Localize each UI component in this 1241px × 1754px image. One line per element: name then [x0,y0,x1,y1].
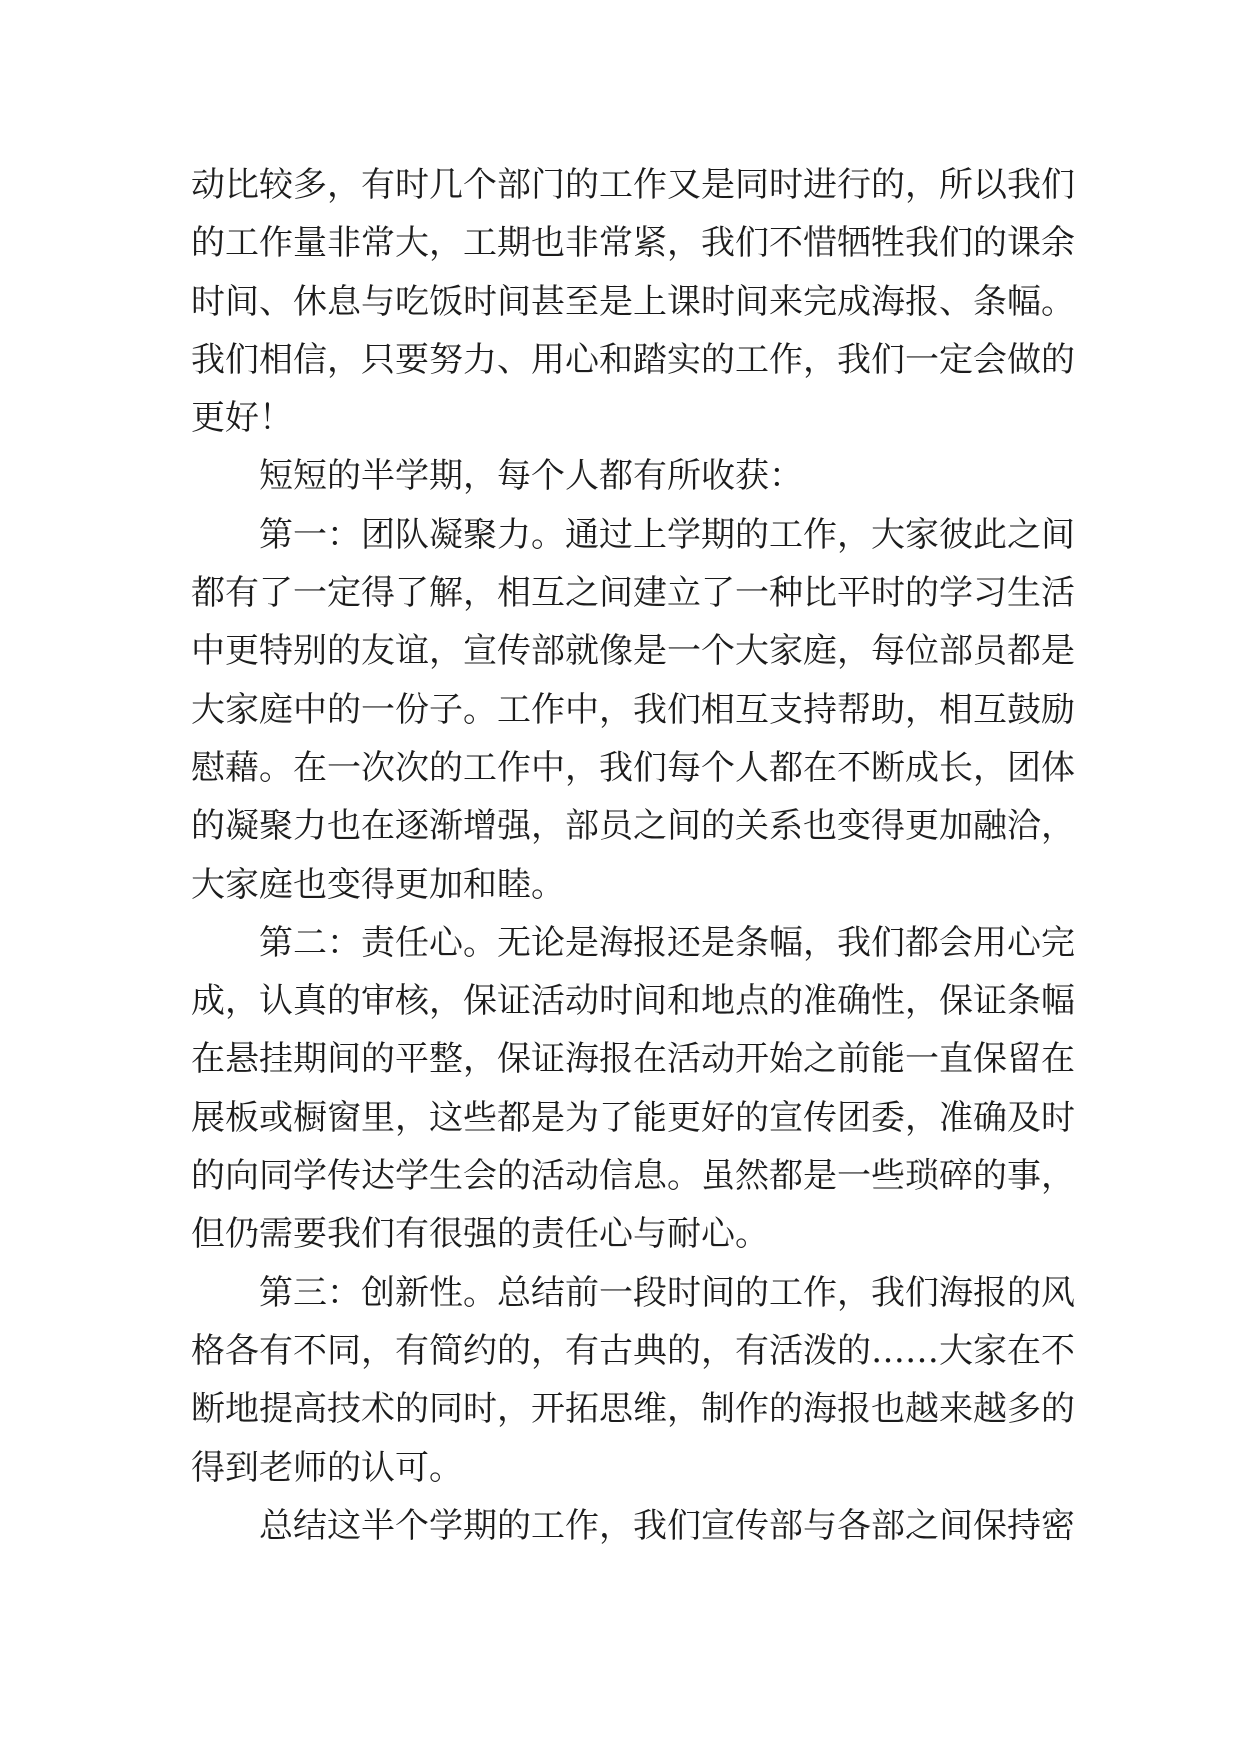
text-line: 我们相信，只要努力、用心和踏实的工作，我们一定会做的 [191,339,1075,380]
text-line: 在悬挂期间的平整，保证海报在活动开始之前能一直保留在 [191,1039,1075,1080]
text-line: 慰藉。在一次次的工作中，我们每个人都在不断成长，团体 [191,747,1075,788]
paragraph-first-line: 第三：创新性。总结前一段时间的工作，我们海报的风 [259,1272,1075,1313]
text-line: 动比较多，有时几个部门的工作又是同时进行的，所以我们 [191,165,1075,205]
paragraph-first-line: 总结这半个学期的工作，我们宣传部与各部之间保持密 [259,1505,1075,1546]
text-line: 中更特别的友谊，宣传部就像是一个大家庭，每位部员都是 [191,631,1075,672]
text-line: 的向同学传达学生会的活动信息。虽然都是一些琐碎的事， [191,1156,1075,1197]
paragraph-first-line: 第一：团队凝聚力。通过上学期的工作，大家彼此之间 [259,514,1075,555]
body-text [191,156,1075,1555]
text-line: 大家庭也变得更加和睦。 [191,864,565,905]
text-line: 成，认真的审核，保证活动时间和地点的准确性，保证条幅 [191,981,1075,1022]
text-line: 时间、休息与吃饭时间甚至是上课时间来完成海报、条幅。 [191,281,1075,322]
text-line: 展板或橱窗里，这些都是为了能更好的宣传团委，准确及时 [191,1097,1075,1138]
text-line: 更好！ [191,398,293,439]
text-line: 格各有不同，有简约的，有古典的，有活泼的……大家在不 [191,1330,1075,1371]
text-line: 的凝聚力也在逐渐增强，部员之间的关系也变得更加融洽， [191,806,1075,847]
text-line: 得到老师的认可。 [191,1447,463,1488]
text-line: 断地提高技术的同时，开拓思维，制作的海报也越来越多的 [191,1389,1075,1430]
text-line: 大家庭中的一份子。工作中，我们相互支持帮助，相互鼓励 [191,689,1075,730]
paragraph-first-line: 第二：责任心。无论是海报还是条幅，我们都会用心完 [259,922,1075,963]
text-line: 但仍需要我们有很强的责任心与耐心。 [191,1214,769,1255]
paragraph-first-line: 短短的半学期，每个人都有所收获： [259,456,803,497]
text-line: 的工作量非常大，工期也非常紧，我们不惜牺牲我们的课余 [191,223,1075,264]
text-line: 都有了一定得了解，相互之间建立了一种比平时的学习生活 [191,573,1075,614]
